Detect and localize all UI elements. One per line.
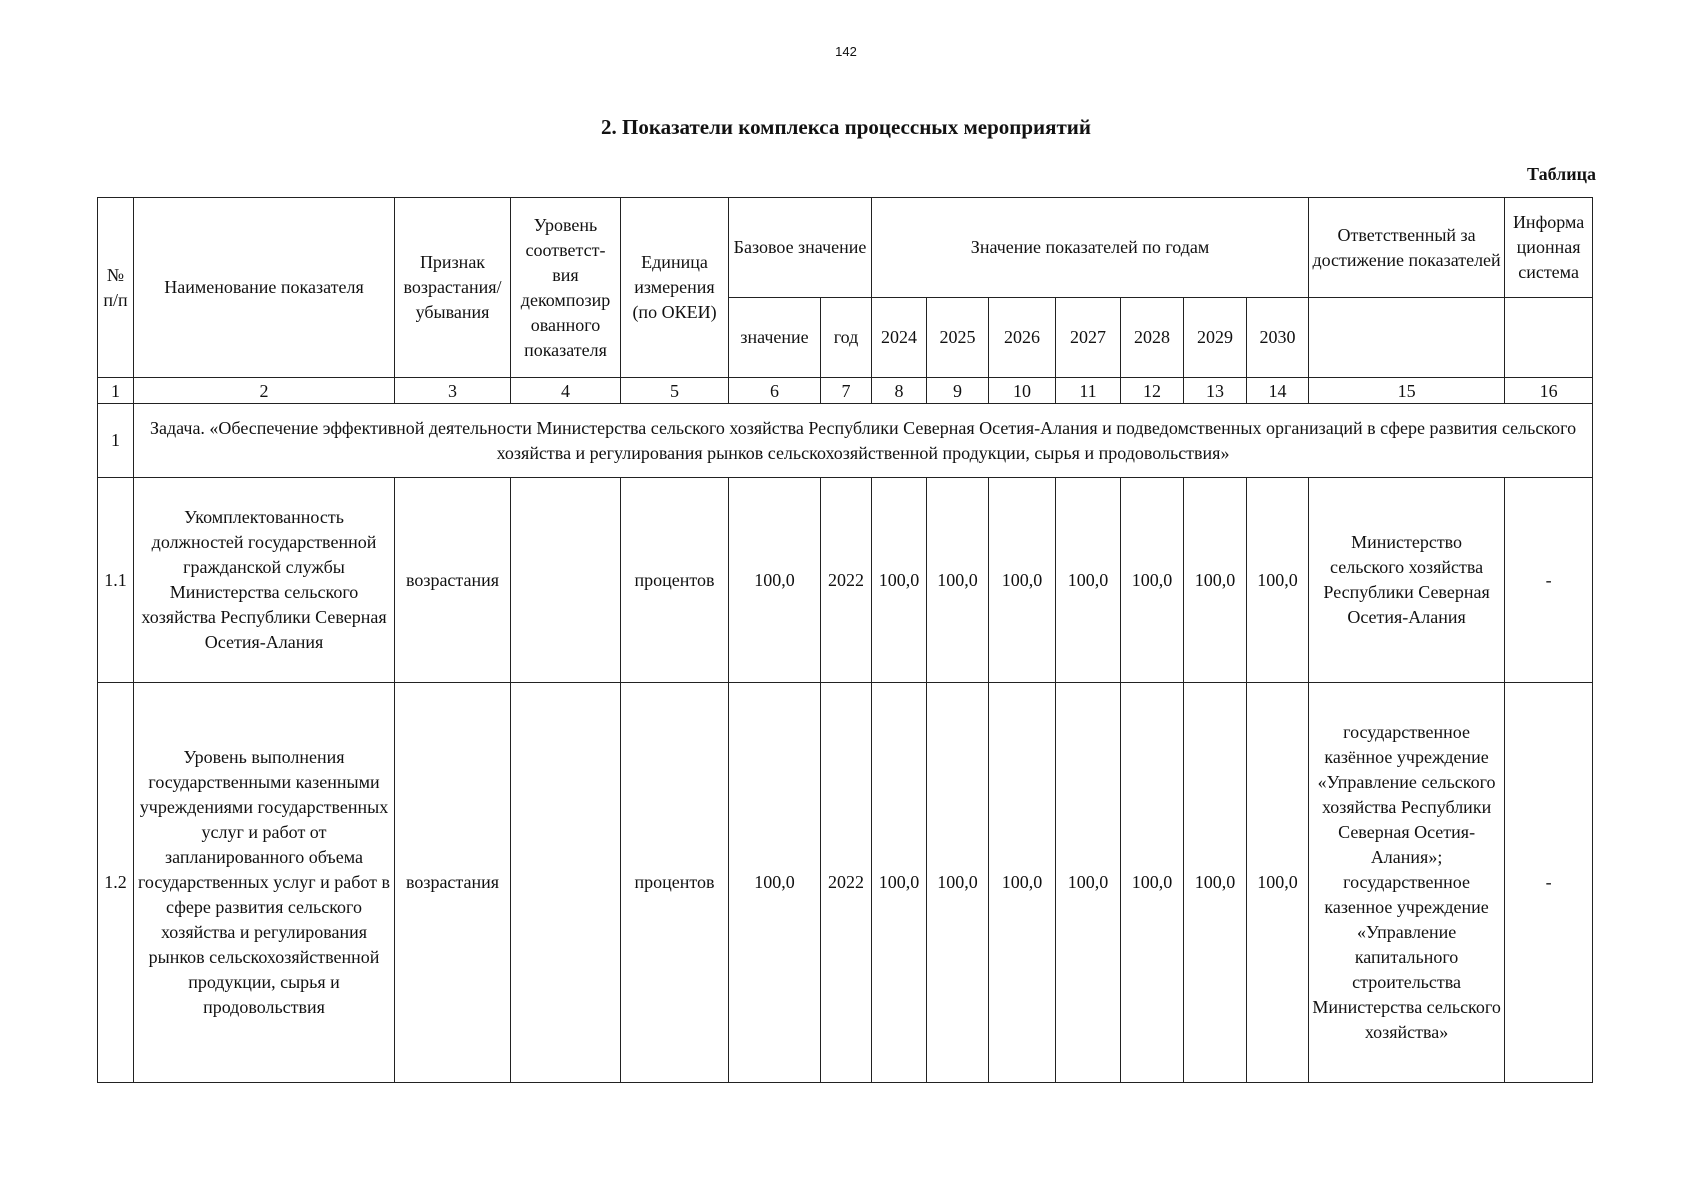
table-row <box>98 683 1593 1083</box>
indicator-name: Уровень выполнения государственными казенными учреждениями государственных услуг и работ от запланированного объема государственных услуг и работ в сфере развития сельского хозяйства и регулирования рынков сельскохозяйственной продукции, сырья и продовольствия <box>134 683 395 1083</box>
header-values-by-year: Значение показателей по годам <box>872 198 1309 298</box>
header-sign: Признак возрастания/ убывания <box>395 198 511 378</box>
value-2025: 100,0 <box>927 478 989 683</box>
task-num: 1 <box>98 404 134 478</box>
value-2026: 100,0 <box>989 478 1056 683</box>
task-row <box>98 404 1593 478</box>
indicator-unit: процентов <box>621 478 729 683</box>
value-2029: 100,0 <box>1184 683 1247 1083</box>
base-value: 100,0 <box>729 478 821 683</box>
indicator-unit: процентов <box>621 683 729 1083</box>
header-info-system-empty <box>1505 298 1593 378</box>
responsible: государственное казённое учреждение «Управление сельского хозяйства Республики Северная Осетия-Алания»; государственное казенное учреждение «Управление капитального строительства Министерства сельского хозяйства» <box>1309 683 1505 1083</box>
table-row <box>98 478 1593 683</box>
header-base-value: значение <box>729 298 821 378</box>
column-number: 1 <box>98 378 134 404</box>
value-2030: 100,0 <box>1247 478 1309 683</box>
value-2028: 100,0 <box>1121 683 1184 1083</box>
column-number: 2 <box>134 378 395 404</box>
header-year-2027: 2027 <box>1056 298 1121 378</box>
indicators-table <box>97 197 1593 1083</box>
task-text: Задача. «Обеспечение эффективной деятельности Министерства сельского хозяйства Республики Северная Осетия-Алания и подведомственных организаций в сфере развития сельского хозяйства и регулирования рынков сельскохозяйственной продукции, сырья и продовольствия» <box>134 404 1593 478</box>
column-number: 8 <box>872 378 927 404</box>
column-numbers-row <box>98 378 1593 404</box>
header-base-year: год <box>821 298 872 378</box>
base-year: 2022 <box>821 478 872 683</box>
header-num: № п/п <box>98 198 134 378</box>
column-number: 7 <box>821 378 872 404</box>
column-number: 9 <box>927 378 989 404</box>
value-2030: 100,0 <box>1247 683 1309 1083</box>
document-title: 2. Показатели комплекса процессных мероприятий <box>600 115 1091 139</box>
column-number: 16 <box>1505 378 1593 404</box>
header-responsible-empty <box>1309 298 1505 378</box>
indicator-level <box>511 478 621 683</box>
indicator-sign: возрастания <box>395 478 511 683</box>
header-year-2026: 2026 <box>989 298 1056 378</box>
value-2029: 100,0 <box>1184 478 1247 683</box>
value-2024: 100,0 <box>872 478 927 683</box>
header-year-2024: 2024 <box>872 298 927 378</box>
header-unit: Единица измерения (по ОКЕИ) <box>621 198 729 378</box>
value-2027: 100,0 <box>1056 683 1121 1083</box>
value-2027: 100,0 <box>1056 478 1121 683</box>
column-number: 3 <box>395 378 511 404</box>
table-caption: Таблица <box>1527 164 1596 184</box>
column-number: 6 <box>729 378 821 404</box>
column-number: 12 <box>1121 378 1184 404</box>
value-2025: 100,0 <box>927 683 989 1083</box>
column-number: 14 <box>1247 378 1309 404</box>
row-num: 1.2 <box>98 683 134 1083</box>
header-year-2025: 2025 <box>927 298 989 378</box>
value-2028: 100,0 <box>1121 478 1184 683</box>
header-row-1 <box>98 198 1593 298</box>
responsible: Министерство сельского хозяйства Республики Северная Осетия-Алания <box>1309 478 1505 683</box>
page-number: 142 <box>835 44 857 59</box>
header-year-2029: 2029 <box>1184 298 1247 378</box>
value-2024: 100,0 <box>872 683 927 1083</box>
indicator-name: Укомплектованность должностей государственной гражданской службы Министерства сельского хозяйства Республики Северная Осетия-Алания <box>134 478 395 683</box>
base-year: 2022 <box>821 683 872 1083</box>
column-number: 4 <box>511 378 621 404</box>
header-responsible: Ответственный за достижение показателей <box>1309 198 1505 298</box>
column-number: 13 <box>1184 378 1247 404</box>
header-year-2030: 2030 <box>1247 298 1309 378</box>
row-num: 1.1 <box>98 478 134 683</box>
column-number: 15 <box>1309 378 1505 404</box>
indicator-level <box>511 683 621 1083</box>
column-number: 5 <box>621 378 729 404</box>
header-year-2028: 2028 <box>1121 298 1184 378</box>
indicator-sign: возрастания <box>395 683 511 1083</box>
base-value: 100,0 <box>729 683 821 1083</box>
column-number: 11 <box>1056 378 1121 404</box>
column-number: 10 <box>989 378 1056 404</box>
value-2026: 100,0 <box>989 683 1056 1083</box>
header-info-system: Информа ционная система <box>1505 198 1593 298</box>
header-base: Базовое значение <box>729 198 872 298</box>
header-name: Наименование показателя <box>134 198 395 378</box>
info-system: - <box>1505 683 1593 1083</box>
info-system: - <box>1505 478 1593 683</box>
header-level: Уровень соответст-вия декомпозир ованного показателя <box>511 198 621 378</box>
